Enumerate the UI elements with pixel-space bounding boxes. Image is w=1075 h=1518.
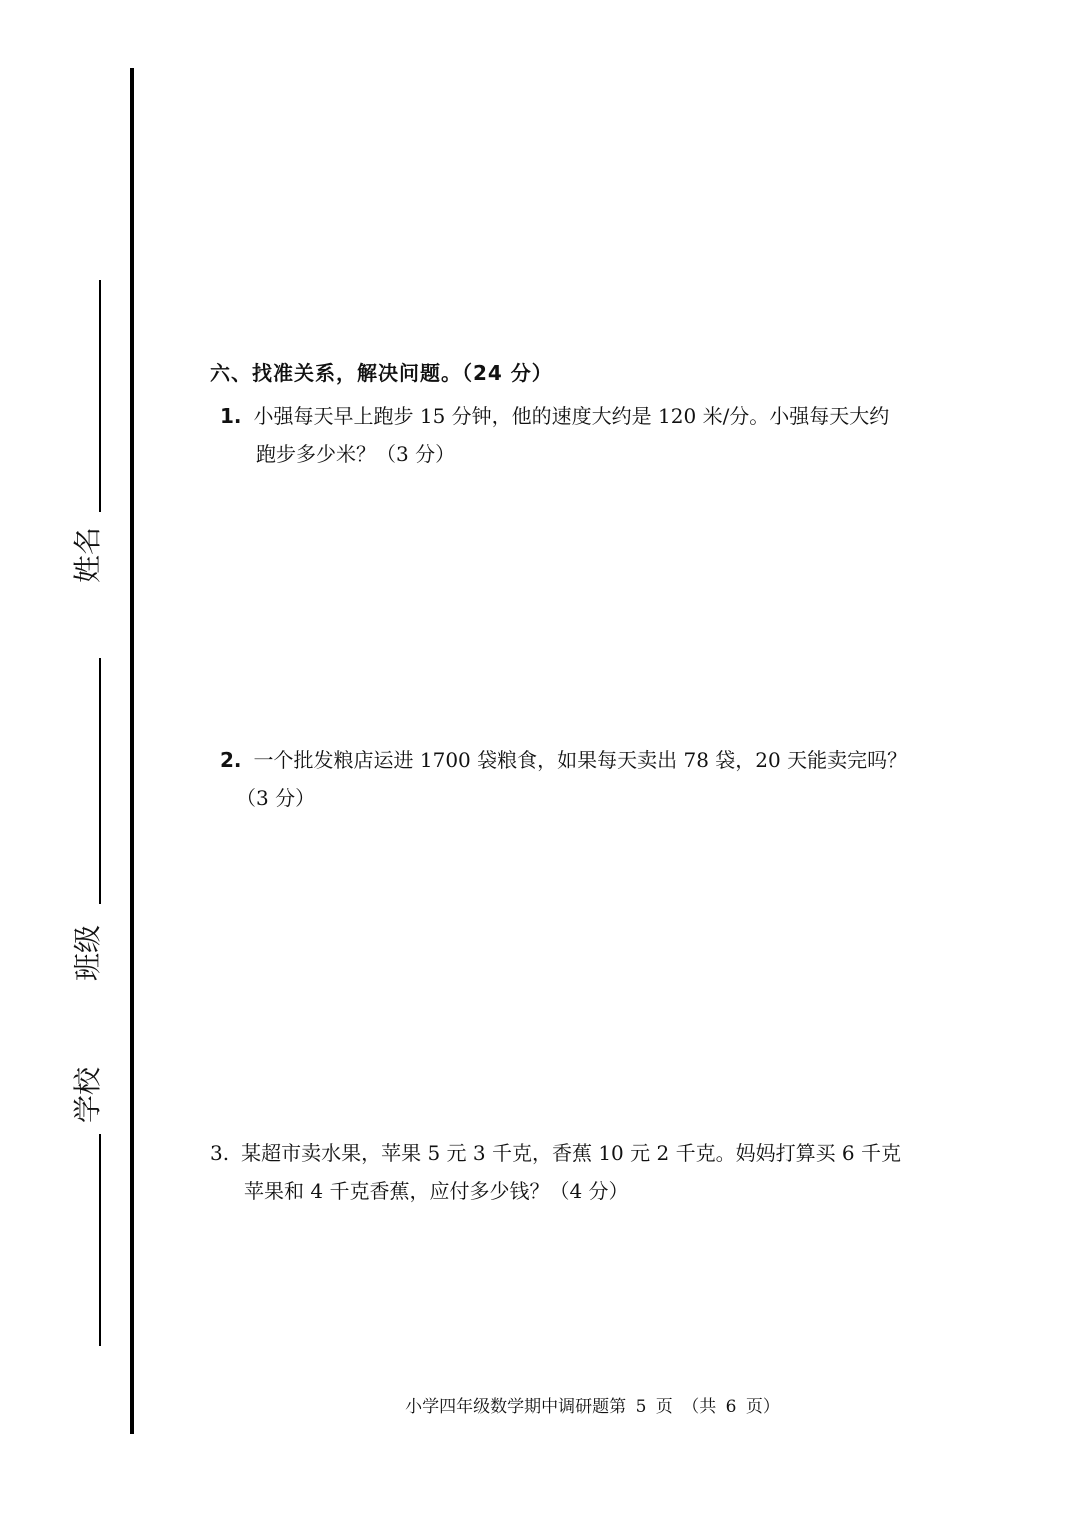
class-fill-line xyxy=(99,658,101,904)
page-footer: 小学四年级数学期中调研题第 5 页 （共 6 页） xyxy=(405,1397,780,1417)
section-title: 六、找准关系，解决问题。（24 分） xyxy=(210,361,553,385)
class-label: 班级 xyxy=(71,925,104,982)
question-number: 3. xyxy=(210,1141,230,1165)
name-label: 姓名 xyxy=(71,527,104,584)
binding-margin-rule xyxy=(130,68,134,1434)
question-1 xyxy=(220,397,990,473)
question-text-line1: 小强每天早上跑步 15 分钟，他的速度大约是 120 米/分。小强每天大约 xyxy=(253,404,890,428)
school-label: 学校 xyxy=(71,1067,104,1124)
name-fill-line xyxy=(99,280,101,512)
question-text-line1: 一个批发粮店运进 1700 袋粮食，如果每天卖出 78 袋，20 天能卖完吗？ xyxy=(253,748,908,772)
question-3 xyxy=(210,1134,980,1210)
question-text-line2: （3 分） xyxy=(236,786,316,810)
school-fill-line xyxy=(99,1134,101,1346)
question-text-line1: 某超市卖水果，苹果 5 元 3 千克，香蕉 10 元 2 千克。妈妈打算买 6 千克 xyxy=(241,1141,902,1165)
question-text-line2: 跑步多少米？（3 分） xyxy=(256,442,456,466)
question-number: 2. xyxy=(220,748,242,772)
question-2 xyxy=(220,741,990,817)
question-number: 1. xyxy=(220,404,242,428)
question-text-line2: 苹果和 4 千克香蕉，应付多少钱？（4 分） xyxy=(244,1179,629,1203)
